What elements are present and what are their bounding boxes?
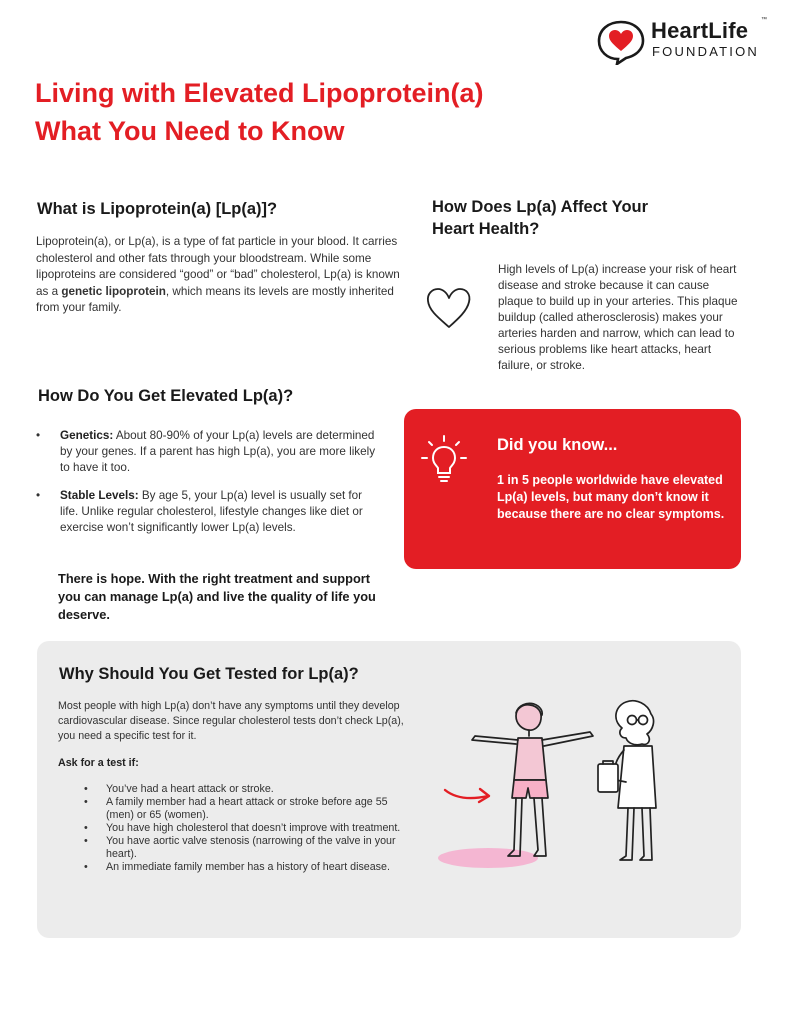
did-you-know-title: Did you know... — [497, 436, 618, 454]
what-is-bold-term: genetic lipoprotein — [61, 284, 166, 298]
doctor-figure — [598, 701, 656, 860]
list-item: • You’ve had a heart attack or stroke. — [84, 783, 404, 796]
bullet-genetics-body: About 80-90% of your Lp(a) levels are determined by your genes. If a parent has high Lp(a), you are more likely to have it too. — [60, 429, 376, 474]
what-is-paragraph — [36, 234, 411, 317]
bullet-genetics-label: Genetics: — [60, 429, 114, 442]
affect-paragraph: High levels of Lp(a) increase your risk of heart disease and stroke because it can cause plaque to build up in your arteries. This plaque buildup (called atherosclerosis) makes your arteries harden and narrow, which can lead to serious problems like heart attacks, heart failure, or stroke. — [498, 263, 738, 372]
bullet-dot: • — [36, 429, 41, 442]
did-you-know-text: 1 in 5 people worldwide have elevated Lp(a) levels, but many don’t know it because there are no clear symptoms. — [497, 473, 725, 521]
get-elevated-heading: How Do You Get Elevated Lp(a)? — [38, 387, 294, 405]
logo-subtitle: FOUNDATION — [652, 44, 759, 59]
affect-heading — [432, 196, 732, 240]
patient-figure — [472, 703, 593, 856]
patient-doctor-illustration — [430, 688, 680, 878]
hope-statement: There is hope. With the right treatment and support you can manage Lp(a) and live the quality of life you deserve. — [58, 571, 376, 622]
bullet-stable-body: By age 5, your Lp(a) level is usually set for life. Unlike regular cholesterol, lifestyle changes like diet or exercise won’t significantly lower Lp(a) levels. — [60, 489, 363, 534]
list-item: • You have aortic valve stenosis (narrowing of the valve in your heart). — [84, 835, 404, 861]
page-title — [35, 74, 484, 150]
ask-for-test-label: Ask for a test if: — [58, 757, 139, 769]
bullet-stable-levels — [36, 488, 376, 536]
page-title-line2: What You Need to Know — [35, 116, 345, 146]
list-item: • A family member had a heart attack or stroke before age 55 (men) or 65 (women). — [84, 796, 404, 822]
logo-trademark: ™ — [761, 17, 767, 23]
affect-heading-line1: How Does Lp(a) Affect Your — [432, 198, 649, 216]
affect-heading-line2: Heart Health? — [432, 220, 540, 238]
what-is-heading: What is Lipoprotein(a) [Lp(a)]? — [37, 200, 278, 218]
page-title-line1: Living with Elevated Lipoprotein(a) — [35, 78, 484, 108]
bullet-dot: • — [36, 489, 41, 502]
bullet-stable-text — [60, 488, 376, 536]
heartlife-logo-icon — [596, 19, 646, 65]
bullet-genetics — [36, 428, 376, 476]
get-tested-paragraph: Most people with high Lp(a) don’t have any symptoms until they develop cardiovascular disease. Since regular cholesterol tests don’t check Lp(a), you need a specific test for it. — [58, 700, 404, 742]
bullet-genetics-text — [60, 428, 376, 476]
floor-shadow — [438, 848, 538, 868]
bullet-stable-label: Stable Levels: — [60, 489, 139, 502]
get-tested-heading: Why Should You Get Tested for Lp(a)? — [59, 665, 359, 683]
list-item: • You have high cholesterol that doesn’t improve with treatment. — [84, 822, 404, 835]
list-item: • An immediate family member has a history of heart disease. — [84, 861, 404, 874]
what-is-text-1: Lipoprotein(a), or Lp(a), is a type of fat particle in your blood. It carries cholesterol and other fats through your bloodstream. While some lipoproteins are considered “good” or “bad” cholesterol, Lp(a) is known as a — [36, 235, 400, 298]
logo-name: HeartLife — [651, 18, 749, 43]
lightbulb-icon — [420, 433, 468, 487]
heart-outline-icon — [423, 284, 475, 332]
test-criteria-list — [84, 783, 404, 874]
what-is-text-2: , which means its levels are mostly inherited from your family. — [36, 284, 394, 314]
